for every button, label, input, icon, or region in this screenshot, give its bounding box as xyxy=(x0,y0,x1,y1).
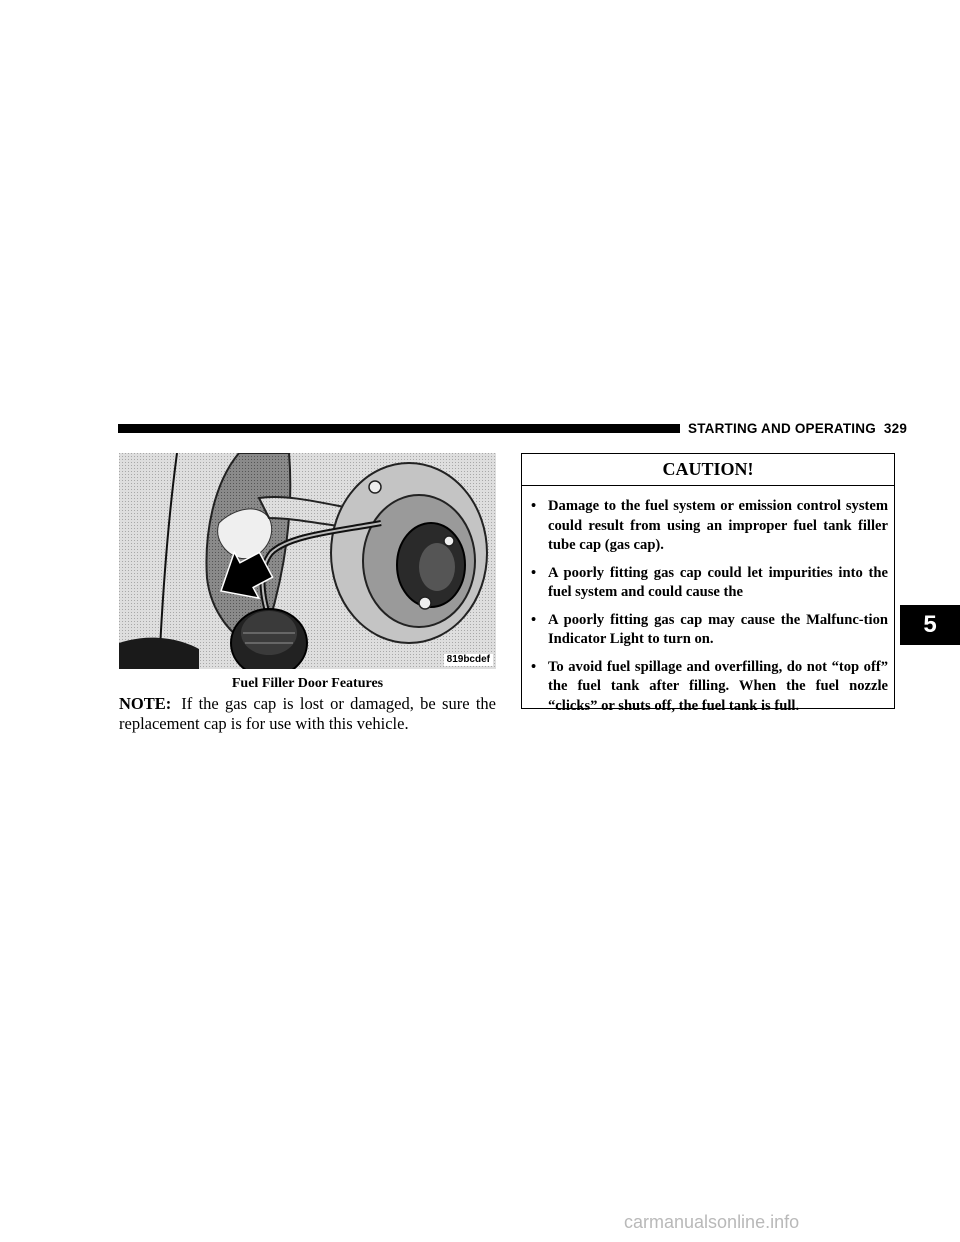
note-paragraph xyxy=(119,694,496,734)
watermark: carmanualsonline.info xyxy=(624,1212,800,1232)
bullet-icon: • xyxy=(531,611,537,628)
caution-item-text: A poorly fitting gas cap may cause the Malfunc-tion Indicator Light to turn on. xyxy=(548,611,888,647)
caution-item xyxy=(531,611,888,650)
caution-item xyxy=(531,564,888,603)
figure-code: 819bcdef xyxy=(444,654,493,666)
caution-item xyxy=(531,658,888,717)
note-label: NOTE: xyxy=(119,694,172,713)
figure-caption: Fuel Filler Door Features xyxy=(231,676,384,691)
caution-item xyxy=(531,497,888,556)
caution-item-text: Damage to the fuel system or emission control system could result from using an improper fuel tank filler tube cap (gas cap). xyxy=(548,498,888,553)
caution-item-text: To avoid fuel spillage and overfilling, do not “top off” the fuel tank after filling. When the fuel nozzle “clicks” or shuts off, the fuel tank is full. xyxy=(548,658,888,714)
bullet-icon: • xyxy=(531,658,537,675)
caution-list xyxy=(522,486,894,716)
note-text: If the gas cap is lost or damaged, be sure the replacement cap is for use with this vehicle. xyxy=(119,694,496,733)
caution-box xyxy=(521,453,895,714)
fuel-filler-door-illustration xyxy=(119,453,496,669)
page-number: 329 xyxy=(883,421,908,436)
section-title: STARTING AND OPERATING xyxy=(688,421,876,436)
running-header xyxy=(688,420,907,438)
bullet-icon: • xyxy=(531,564,537,581)
header-rule xyxy=(118,424,680,433)
caution-title: CAUTION! xyxy=(522,454,894,486)
caution-item-text: A poorly fitting gas cap could let impurities into the fuel system and could cause the xyxy=(548,564,888,600)
chapter-tab: 5 xyxy=(900,605,960,645)
bullet-icon: • xyxy=(531,498,537,514)
fuel-filler-door-figure xyxy=(119,453,496,669)
